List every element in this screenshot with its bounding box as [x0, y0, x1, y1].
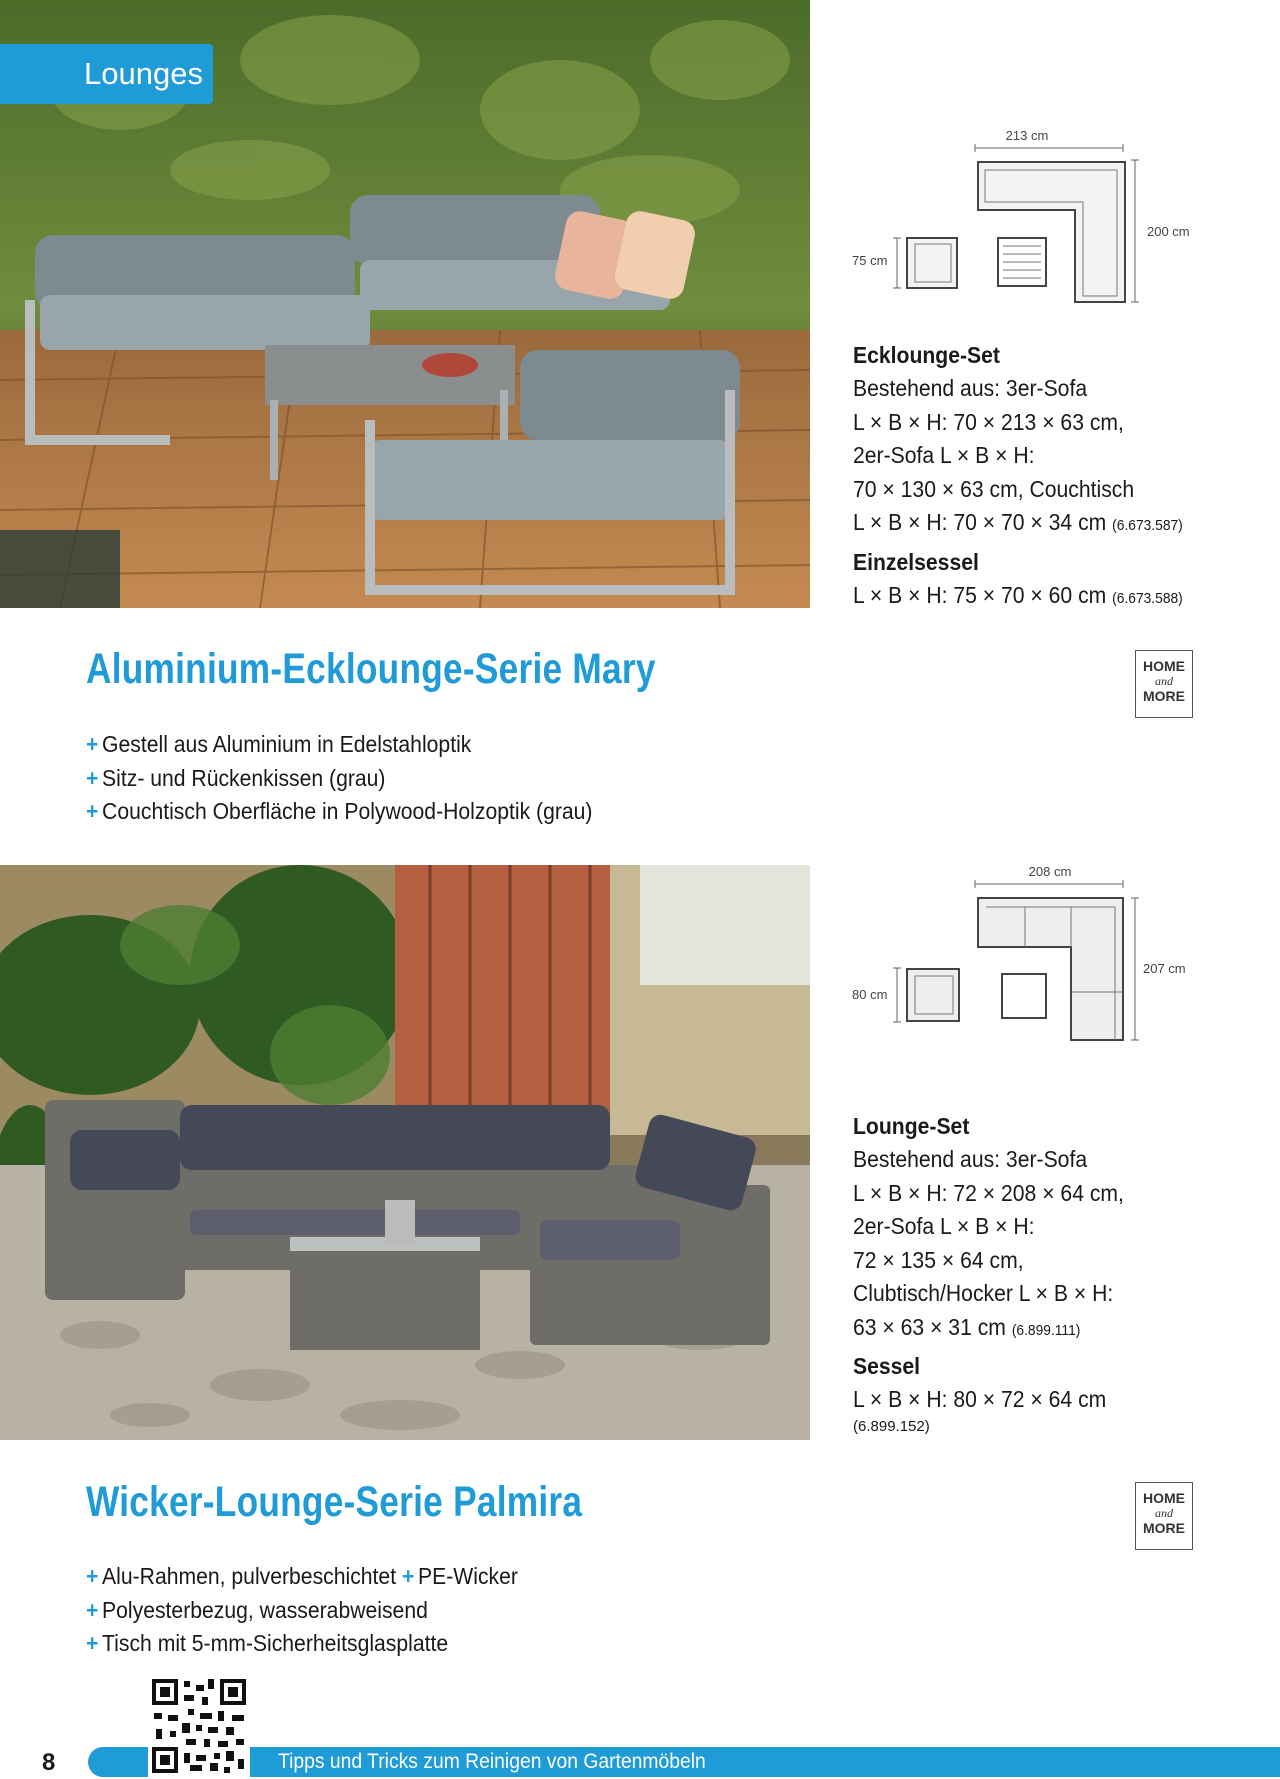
article-number: (6.899.111): [1011, 1321, 1081, 1339]
dim-chair-label: 75 cm: [852, 253, 888, 268]
dim-width-label: 213 cm: [1005, 128, 1049, 143]
spec-line: Bestehend aus: 3er-Sofa: [853, 375, 1088, 401]
feature-text: Couchtisch Oberfläche in Polywood-Holzoptik (grau): [102, 798, 593, 824]
spec-line: 2er-Sofa L × B × H:: [853, 1213, 1035, 1239]
series-title-palmira: Wicker-Lounge-Serie Palmira: [86, 1478, 583, 1526]
chair-title: Sessel: [853, 1353, 921, 1379]
plus-icon: +: [86, 731, 99, 757]
dim-chair-label: 80 cm: [852, 987, 888, 1002]
feature-item: [86, 762, 592, 796]
logo-top: HOME: [1143, 658, 1185, 674]
feature-text: Alu-Rahmen, pulverbeschichtet: [102, 1563, 397, 1589]
set-title: Ecklounge-Set: [853, 342, 1000, 368]
dim-depth-label: 200 cm: [1147, 224, 1190, 239]
logo-and: and: [1155, 674, 1173, 688]
article-number: (6.673.588): [1112, 589, 1183, 607]
plus-icon: +: [401, 1563, 415, 1589]
spec-mary: [853, 338, 1211, 615]
feature-item: [86, 795, 592, 829]
spec-line: L × B × H: 72 × 208 × 64 cm,: [853, 1179, 1124, 1206]
logo-top: HOME: [1143, 1490, 1185, 1506]
feature-item: [86, 728, 592, 762]
chair-title: Einzelsessel: [853, 548, 979, 575]
plus-icon: +: [86, 1630, 99, 1656]
spec-palmira: [853, 1109, 1148, 1437]
plus-icon: +: [86, 764, 99, 791]
feature-item: [86, 1627, 518, 1661]
spec-line: [853, 1311, 1124, 1348]
plus-icon: +: [86, 1563, 99, 1589]
spec-line: L × B × H: 80 × 72 × 64 cm: [853, 1386, 1107, 1412]
spec-line: Clubtisch/Hocker L × B × H:: [853, 1280, 1114, 1306]
feature-item: [86, 1560, 518, 1594]
feature-list-mary: [86, 728, 637, 829]
home-and-more-logo: [1135, 650, 1193, 718]
spec-line: 70 × 130 × 63 cm, Couchtisch: [853, 475, 1135, 502]
feature-item: [86, 1594, 518, 1628]
qr-code-icon[interactable]: [148, 1675, 250, 1777]
spec-line-text: L × B × H: 70 × 70 × 34 cm: [853, 509, 1107, 535]
dimension-diagram-mary: [845, 120, 1190, 305]
spec-line: Bestehend aus: 3er-Sofa: [853, 1146, 1088, 1172]
plus-icon: +: [86, 1596, 99, 1623]
logo-bottom: MORE: [1143, 688, 1185, 704]
footer-link-cleaning-tips[interactable]: Tipps und Tricks zum Reinigen von Gartenmöbeln: [278, 1750, 706, 1773]
feature-text: PE-Wicker: [418, 1563, 518, 1589]
dim-width-label: 208 cm: [1028, 864, 1072, 879]
feature-text: Tisch mit 5-mm-Sicherheitsglasplatte: [102, 1630, 449, 1656]
spec-line: 2er-Sofa L × B × H:: [853, 442, 1035, 468]
series-title-mary: Aluminium-Ecklounge-Serie Mary: [86, 645, 656, 693]
spec-line: 72 × 135 × 64 cm,: [853, 1246, 1024, 1273]
spec-line-text: 63 × 63 × 31 cm: [853, 1313, 1006, 1340]
page-number: 8: [42, 1749, 56, 1776]
feature-text: Gestell aus Aluminium in Edelstahloptik: [102, 731, 472, 757]
logo-bottom: MORE: [1143, 1520, 1185, 1536]
dimension-diagram-palmira: [845, 862, 1186, 1047]
section-tab-lounges: Lounges: [0, 44, 213, 104]
feature-list-palmira: [86, 1560, 556, 1661]
spec-line: [853, 506, 1183, 543]
spec-line: L × B × H: 70 × 213 × 63 cm,: [853, 408, 1124, 435]
article-number: (6.673.587): [1112, 517, 1183, 534]
logo-and: and: [1155, 1506, 1173, 1520]
plus-icon: +: [86, 798, 99, 824]
photo-lounge-palmira: [0, 865, 810, 1440]
feature-text: Sitz- und Rückenkissen (grau): [102, 764, 386, 791]
spec-line: [853, 579, 1183, 616]
article-number: (6.899.152): [853, 1417, 930, 1435]
home-and-more-logo: [1135, 1482, 1193, 1550]
feature-text: Polyesterbezug, wasserabweisend: [102, 1596, 428, 1623]
set-title: Lounge-Set: [853, 1113, 970, 1139]
dim-depth-label: 207 cm: [1143, 961, 1186, 976]
spec-line-text: L × B × H: 75 × 70 × 60 cm: [853, 581, 1107, 608]
